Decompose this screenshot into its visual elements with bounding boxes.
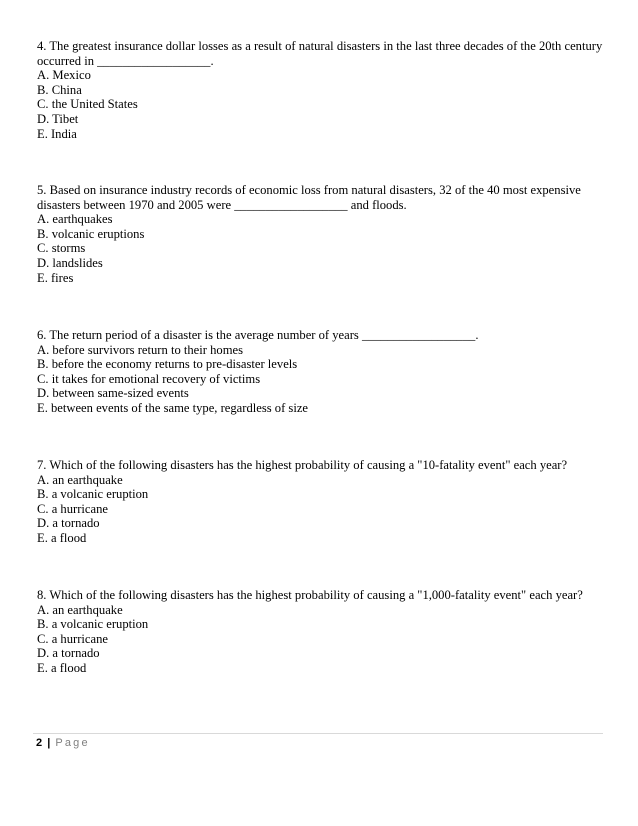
answer-option: C. the United States bbox=[37, 97, 138, 112]
question-6 bbox=[37, 328, 612, 416]
footer-separator: | bbox=[47, 737, 51, 749]
page-label: Page bbox=[55, 737, 90, 749]
answer-option: B. volcanic eruptions bbox=[37, 226, 145, 241]
answer-option: B. China bbox=[37, 82, 82, 97]
question-stem: 7. Which of the following disasters has the highest probability of causing a "10-fatality event" each year? bbox=[37, 458, 568, 472]
answer-option: D. landslides bbox=[37, 255, 103, 270]
answer-option: A. Mexico bbox=[37, 68, 91, 83]
page-number: 2 bbox=[36, 737, 43, 749]
question-4 bbox=[37, 39, 612, 141]
answer-option: C. storms bbox=[37, 241, 86, 256]
answer-option: E. India bbox=[37, 126, 77, 141]
answer-option: C. a hurricane bbox=[37, 631, 108, 646]
answer-option: C. a hurricane bbox=[37, 501, 108, 516]
page-footer bbox=[36, 736, 90, 750]
answer-option: B. a volcanic eruption bbox=[37, 617, 149, 632]
question-stem: 5. Based on insurance industry records of economic loss from natural disasters, 32 of the 40 most expensive disasters between 1970 and 2005 were __________________ and floods. bbox=[37, 183, 581, 212]
answer-option: D. a tornado bbox=[37, 516, 100, 531]
answer-option: E. a flood bbox=[37, 530, 87, 545]
answer-option: D. Tibet bbox=[37, 111, 79, 126]
answer-option: A. earthquakes bbox=[37, 212, 113, 227]
answer-option: A. an earthquake bbox=[37, 602, 123, 617]
answer-option: C. it takes for emotional recovery of victims bbox=[37, 371, 261, 386]
answer-option: B. a volcanic eruption bbox=[37, 487, 149, 502]
answer-option: A. an earthquake bbox=[37, 472, 123, 487]
answer-option: E. a flood bbox=[37, 660, 87, 675]
answer-option: D. a tornado bbox=[37, 646, 100, 661]
answer-option: E. fires bbox=[37, 270, 74, 285]
answer-option: B. before the economy returns to pre-disaster levels bbox=[37, 357, 298, 372]
footer-divider bbox=[33, 733, 603, 734]
answer-option: E. between events of the same type, regardless of size bbox=[37, 400, 309, 415]
question-5 bbox=[37, 183, 612, 285]
question-stem: 4. The greatest insurance dollar losses as a result of natural disasters in the last three decades of the 20th century occurred in __________________. bbox=[37, 39, 603, 68]
question-8 bbox=[37, 588, 612, 676]
question-7 bbox=[37, 458, 612, 546]
answer-option: A. before survivors return to their homes bbox=[37, 342, 243, 357]
question-stem: 6. The return period of a disaster is the average number of years __________________. bbox=[37, 328, 479, 342]
answer-option: D. between same-sized events bbox=[37, 386, 189, 401]
question-stem: 8. Which of the following disasters has the highest probability of causing a "1,000-fatality event" each year? bbox=[37, 588, 583, 602]
